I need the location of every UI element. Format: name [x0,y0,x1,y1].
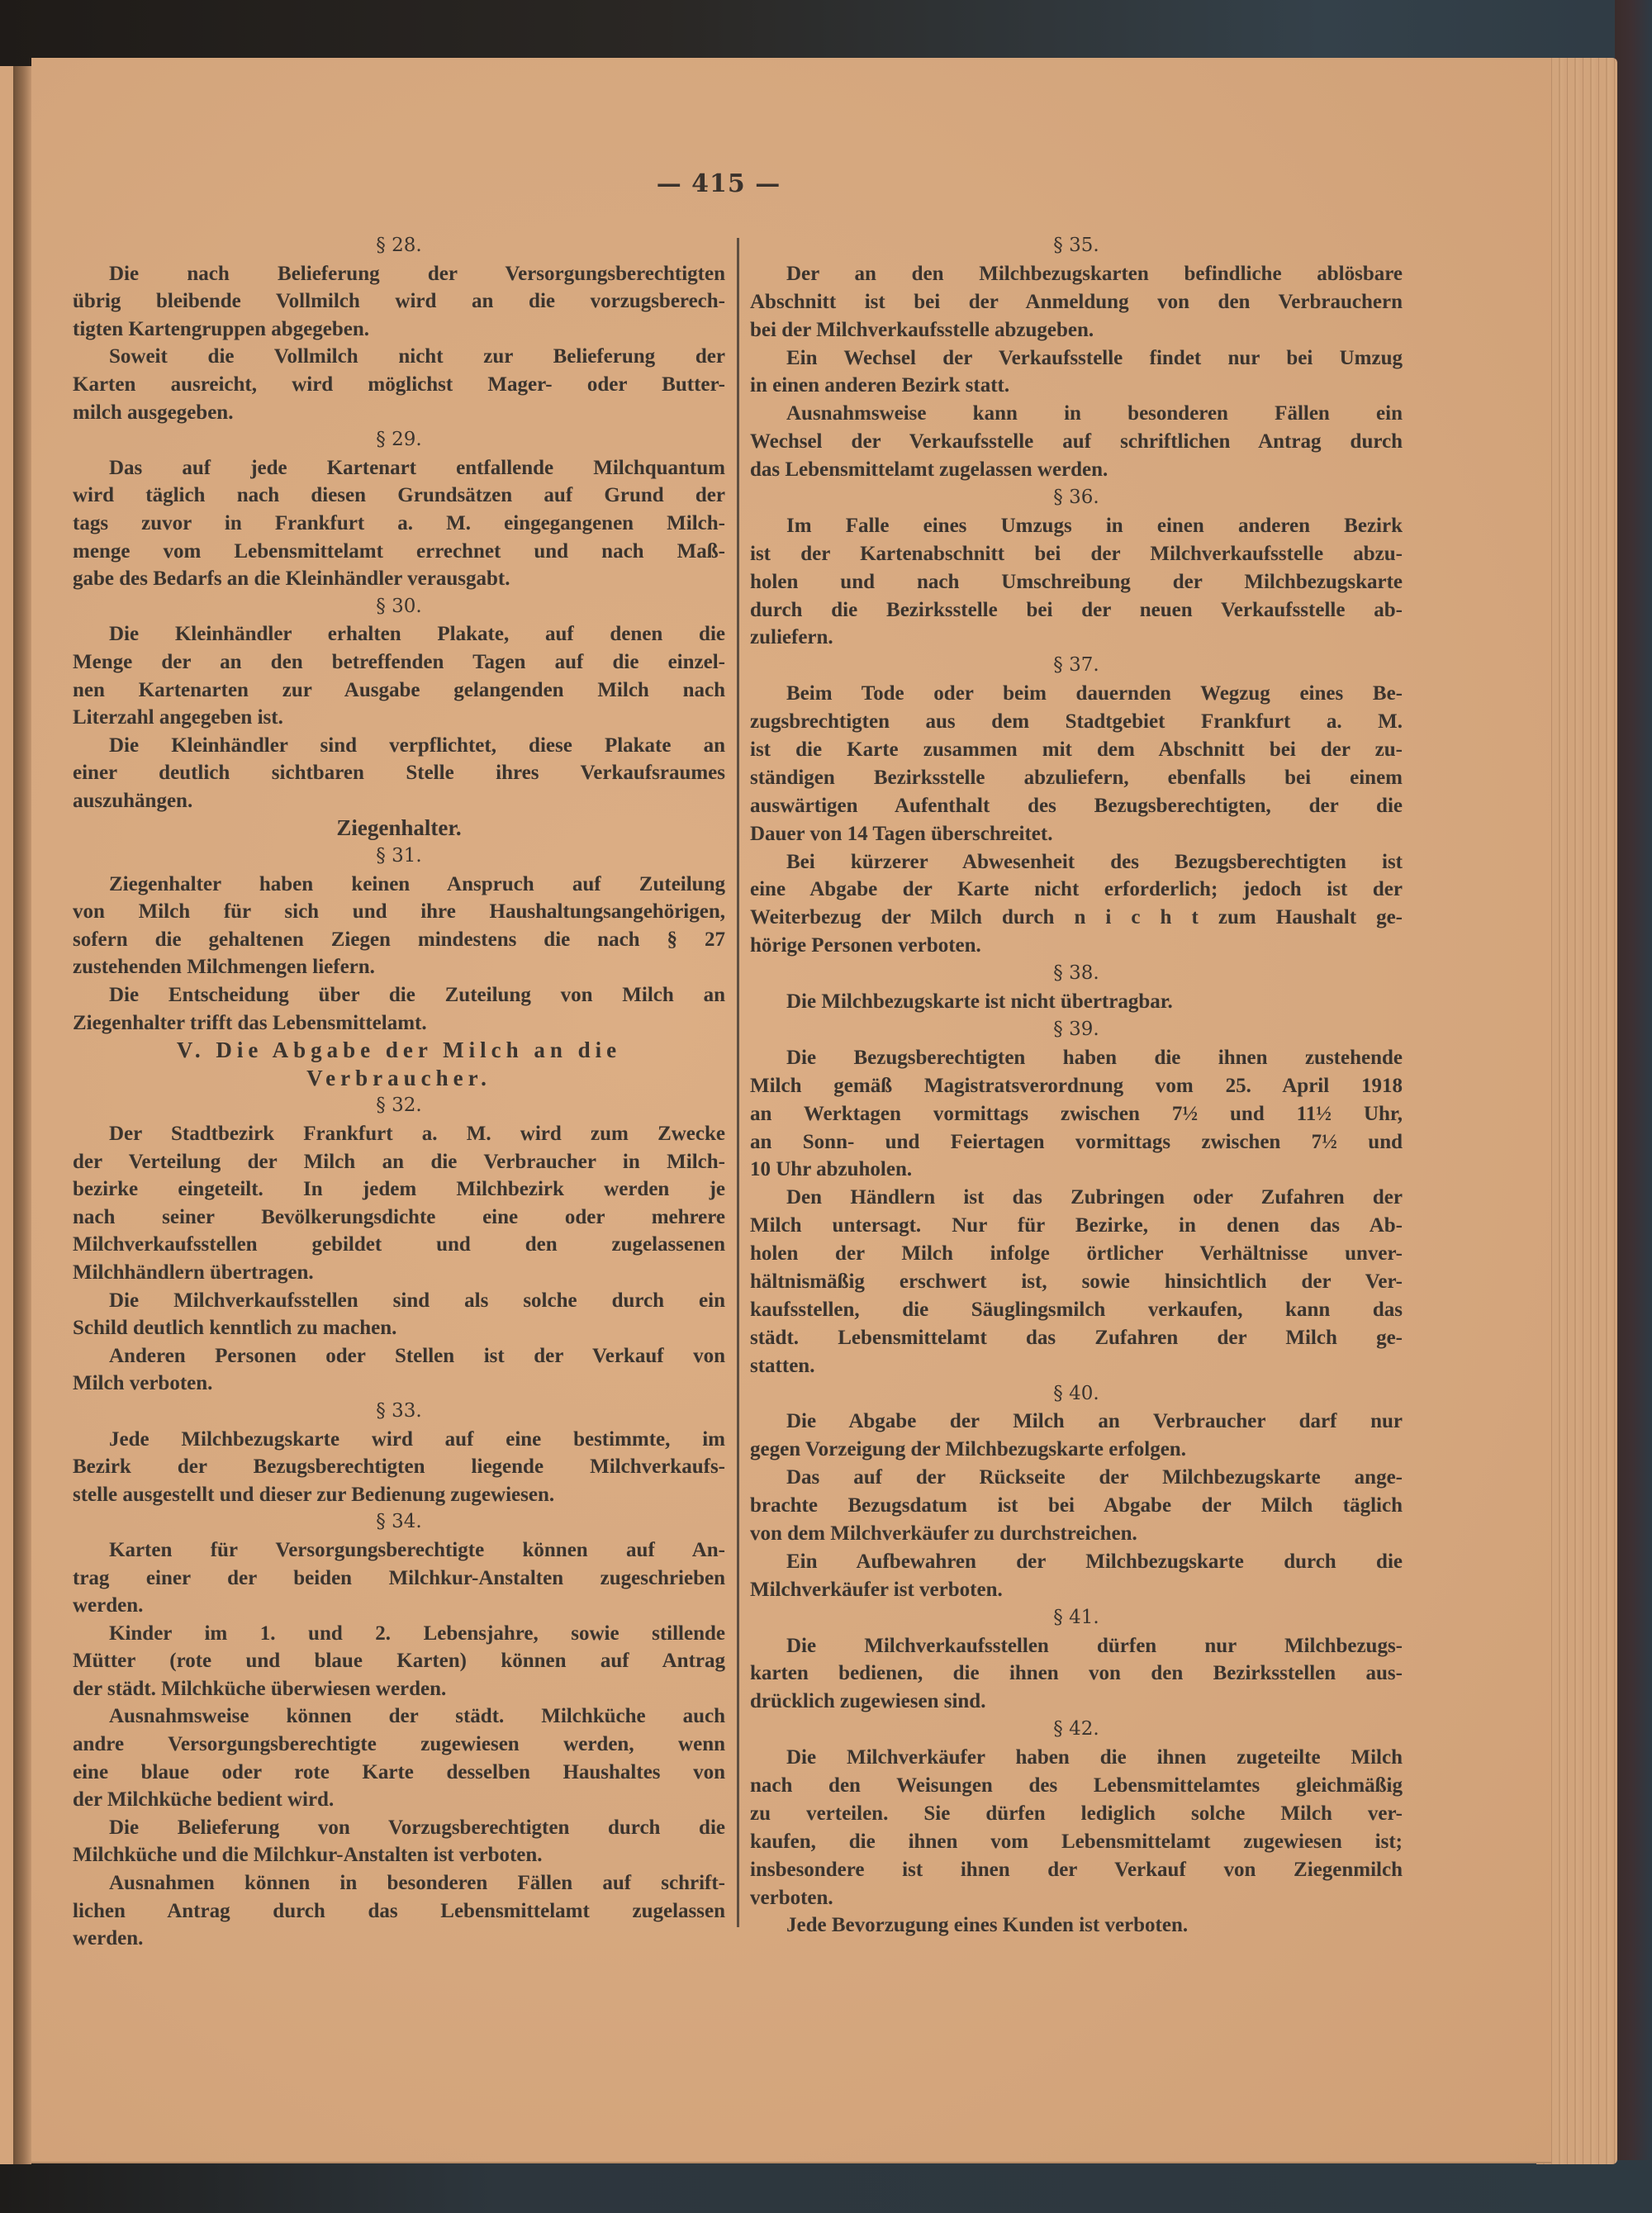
text-line: der Milchküche bedient wird. [73,1788,335,1812]
paragraph [73,620,725,731]
text-line: einer deutlich sichtbaren Stelle ihres Verkaufsraumes [73,762,725,785]
section-number: § 41. [1053,1606,1099,1628]
text-line: statten. [750,1354,815,1377]
text-line: Ziegenhalter trifft das Lebensmittelamt. [73,1011,427,1034]
paragraph [73,1814,725,1869]
paragraph [750,1184,1403,1380]
paragraph [73,1620,725,1703]
paragraph [750,400,1403,484]
section-number: § 28. [376,235,422,256]
paragraph [73,981,725,1037]
text-line: kaufsstellen, die Säuglingsmilch verkaufen, kann das [750,1298,1403,1321]
text-line: werden. [73,1594,144,1617]
section-heading: Ziegenhalter. [336,815,462,841]
text-line: hältnismäßig erschwert ist, sowie hinsichtlich der Ver- [750,1270,1403,1293]
paragraph [73,1120,725,1287]
text-line: menge vom Lebensmittelamt errechnet und nach Maß- [73,539,725,563]
text-line: übrig bleibende Vollmilch wird an die vorzugsberech- [73,290,725,313]
text-line: Bezirk der Bezugsberechtigten liegende Milchverkaufs- [73,1456,725,1479]
text-line: bezirke eingeteilt. In jedem Milchbezirk werden je [73,1178,725,1201]
text-line: insbesondere ist ihnen der Verkauf von Ziegenmilch [750,1858,1403,1881]
paragraph [73,1536,725,1620]
text-line: Menge der an den betreffenden Tagen auf die einzel- [73,650,725,673]
paragraph [73,1342,725,1398]
text-line: nen Kartenarten zur Ausgabe gelangenden Milch nach [73,678,725,701]
text-line: wird täglich nach diesen Grundsätzen auf Grund der [73,484,725,507]
text-line: zugsbrechtigten aus dem Stadtgebiet Frankfurt a. M. [750,710,1403,734]
text-line: trag einer der beiden Milchkur-Anstalten zugeschrieben [73,1566,725,1589]
paragraph [73,260,725,344]
text-line: gabe des Bedarfs an die Kleinhändler verausgabt. [73,567,510,591]
text-line: gegen Vorzeigung der Milchbezugskarte erfolgen. [750,1438,1186,1461]
text-line: der städt. Milchküche überwiesen werden. [73,1677,447,1700]
text-line: Beim Tode oder beim dauernden Wegzug eines Be- [786,682,1403,705]
section-number: § 39. [1053,1018,1099,1040]
text-line: kaufen, die ihnen vom Lebensmittelamt zugewiesen ist; [750,1830,1403,1853]
text-line: sofern die gehaltenen Ziegen mindestens die nach § 27 [73,928,725,951]
text-line: auszuhängen. [73,789,193,812]
paragraph [750,512,1403,652]
text-line: Literzahl angegeben ist. [73,706,283,729]
text-line: ist die Karte zusammen mit dem Abschnitt bei der zu- [750,738,1403,762]
text-line: der Verteilung der Milch an die Verbraucher in Milch- [73,1150,725,1173]
text-line: hörige Personen verboten. [750,934,981,957]
text-line: Jede Milchbezugskarte wird auf eine bestimmte, im [109,1427,725,1451]
text-line: zuliefern. [750,626,833,649]
text-line: das Lebensmittelamt zugelassen werden. [750,458,1108,482]
paragraph [750,1548,1403,1604]
text-line: karten bedienen, die ihnen von den Bezirksstellen aus- [750,1662,1403,1685]
text-line: Milchhändlern übertragen. [73,1261,314,1284]
text-line: verboten. [750,1886,833,1909]
paragraph [750,1464,1403,1548]
text-line: holen der Milch infolge örtlicher Verhältnisse unver- [750,1242,1403,1266]
text-line: Karten ausreicht, wird möglichst Mager- oder Butter- [73,373,725,396]
text-line: Die Entscheidung über die Zuteilung von Milch an [109,984,725,1007]
text-line: nach seiner Bevölkerungsdichte eine oder mehrere [73,1205,725,1228]
section-number: § 40. [1053,1382,1099,1404]
book-cover-right [1615,0,1652,2213]
text-line: an Werktagen vormittags zwischen 7½ und 11½ Uhr, [750,1102,1403,1125]
text-line: eine blaue oder rote Karte desselben Haushaltes von [73,1760,725,1783]
text-line: ständigen Bezirksstelle abzuliefern, ebenfalls bei einem [750,766,1403,789]
text-line: lichen Antrag durch das Lebensmittelamt zugelassen [73,1899,725,1922]
text-line: tags zuvor in Frankfurt a. M. eingegangenen Milch- [73,511,725,534]
text-line: Den Händlern ist das Zubringen oder Zufahren der [786,1186,1403,1209]
section-number: § 29. [376,429,422,451]
text-line: Kinder im 1. und 2. Lebensjahre, sowie stillende [109,1622,725,1645]
book-cover-top [0,0,1652,66]
text-line: Die Kleinhändler sind verpflichtet, diese Plakate an [109,734,725,757]
text-line: Abschnitt ist bei der Anmeldung von den Verbrauchern [750,290,1403,313]
text-line: durch die Bezirksstelle bei der neuen Verkaufsstelle ab- [750,598,1403,621]
chapter-heading: V. Die Abgabe der Milch an die [176,1038,622,1063]
text-line: ist der Kartenabschnitt bei der Milchverkaufsstelle abzu- [750,542,1403,565]
text-line: Anderen Personen oder Stellen ist der Verkauf von [109,1344,725,1367]
text-line: nach den Weisungen des Lebensmittelamtes gleichmäßig [750,1774,1403,1797]
text-line: Ausnahmen können in besonderen Fällen auf schrift- [109,1872,725,1895]
text-line: Ausnahmsweise können der städt. Milchküche auch [109,1705,725,1728]
paragraph [73,1869,725,1953]
text-line: Ziegenhalter haben keinen Anspruch auf Zuteilung [109,872,725,895]
right-column [750,232,1403,1940]
text-line: tigten Kartengruppen abgegeben. [73,317,370,340]
text-line: Ausnahmsweise kann in besonderen Fällen ein [786,402,1403,425]
paragraph [73,343,725,426]
paragraph [73,1426,725,1509]
column-divider [737,238,739,1927]
text-line: milch ausgegeben. [73,401,234,424]
paragraph [750,1744,1403,1911]
section-number: § 42. [1053,1718,1099,1740]
book-cover-bottom [0,2160,1652,2213]
section-number: § 38. [1053,962,1099,985]
text-line: Mütter (rote und blaue Karten) können auf Antrag [73,1650,725,1673]
text-line: Die Abgabe der Milch an Verbraucher darf nur [786,1410,1403,1433]
text-line: stelle ausgestellt und dieser zur Bedienung zugewiesen. [73,1483,555,1506]
text-line: bei der Milchverkaufsstelle abzugeben. [750,318,1094,341]
text-line: von Milch für sich und ihre Haushaltungsangehörigen, [73,900,725,924]
text-line: Dauer von 14 Tagen überschreitet. [750,822,1053,845]
text-line: Wechsel der Verkaufsstelle auf schriftlichen Antrag durch [750,430,1403,454]
paragraph [750,344,1403,401]
text-line: eine Abgabe der Karte nicht erforderlich; jedoch ist der [750,878,1403,901]
section-number: § 36. [1053,487,1099,509]
text-line: Ein Wechsel der Verkaufsstelle findet nur bei Umzug [786,346,1403,369]
text-line: Jede Bevorzugung eines Kunden ist verboten. [786,1914,1189,1937]
paragraph [750,848,1403,961]
paragraph [73,732,725,815]
text-line: holen und nach Umschreibung der Milchbezugskarte [750,570,1403,593]
text-line: Die Bezugsberechtigten haben die ihnen zustehende [786,1046,1403,1069]
paragraph [750,1044,1403,1184]
paragraph [750,680,1403,848]
text-line: Die Milchverkaufsstellen dürfen nur Milchbezugs- [786,1634,1403,1657]
section-number: § 34. [376,1511,422,1533]
text-line: in einen anderen Bezirk statt. [750,374,1010,397]
text-line: Milch gemäß Magistratsverordnung vom 25. April 1918 [750,1074,1403,1097]
paragraph [750,1632,1403,1717]
previous-page-edge [0,66,13,2164]
text-line: Das auf der Rückseite der Milchbezugskarte ange- [786,1466,1403,1489]
text-line: zu verteilen. Sie dürfen lediglich solche Milch ver- [750,1802,1403,1825]
text-line: andre Versorgungsberechtigte zugewiesen werden, wenn [73,1733,725,1756]
text-line: Das auf jede Kartenart entfallende Milchquantum [109,456,725,479]
text-line: Die Milchverkäufer haben die ihnen zugeteilte Milch [786,1746,1403,1769]
text-line: Die Belieferung von Vorzugsberechtigten durch die [109,1816,725,1839]
paragraph [750,988,1403,1016]
text-line: Milch untersagt. Nur für Bezirke, in denen das Ab- [750,1214,1403,1237]
paragraph [73,871,725,981]
book-gutter [13,66,31,2164]
text-line: Milch verboten. [73,1372,213,1395]
text-line: Schild deutlich kenntlich zu machen. [73,1317,397,1340]
text-line: Bei kürzerer Abwesenheit des Bezugsberechtigten ist [786,850,1403,873]
section-number: § 37. [1053,654,1099,677]
text-line: Milchverkäufer ist verboten. [750,1578,1003,1601]
text-line: Der Stadtbezirk Frankfurt a. M. wird zum Zwecke [109,1123,725,1145]
text-line: Ein Aufbewahren der Milchbezugskarte durch die [786,1550,1403,1573]
section-number: § 33. [376,1399,422,1422]
section-number: § 31. [376,845,422,867]
section-number: § 30. [376,595,422,617]
left-column [73,232,725,1953]
text-line: an Sonn- und Feiertagen vormittags zwischen 7½ und [750,1130,1403,1153]
text-line: Milchverkaufsstellen gebildet und den zugelassenen [73,1233,725,1256]
paragraph [73,1702,725,1813]
section-number: § 35. [1053,235,1099,256]
page-number: — 415 — [656,169,781,198]
paragraph [750,260,1403,344]
text-line: Milchküche und die Milchkur-Anstalten ist verboten. [73,1844,543,1867]
text-line: Die Kleinhändler erhalten Plakate, auf denen die [109,623,725,646]
text-line: drücklich zugewiesen sind. [750,1690,986,1713]
text-line: von dem Milchverkäufer zu durchstreichen. [750,1522,1137,1545]
section-number: § 32. [376,1095,422,1117]
text-line: Die Milchverkaufsstellen sind als solche durch ein [109,1289,725,1312]
text-line: zustehenden Milchmengen liefern. [73,956,375,979]
text-line: Weiterbezug der Milch durch n i c h t zum Haushalt ge- [750,906,1403,929]
text-line: Die nach Belieferung der Versorgungsberechtigten [109,262,725,285]
text-line: brachte Bezugsdatum ist bei Abgabe der Milch täglich [750,1494,1403,1517]
chapter-heading: Verbraucher. [306,1065,491,1090]
text-line: auswärtigen Aufenthalt des Bezugsberechtigten, der die [750,794,1403,817]
text-line: Karten für Versorgungsberechtigte können auf An- [109,1538,725,1561]
paragraph [750,1911,1403,1940]
text-line: städt. Lebensmittelamt das Zufahren der Milch ge- [750,1326,1403,1349]
text-line: Soweit die Vollmilch nicht zur Belieferung der [109,345,725,368]
paragraph [73,454,725,593]
text-line: Der an den Milchbezugskarten befindliche ablösbare [786,262,1403,285]
paragraph [750,1408,1403,1464]
text-line: Im Falle eines Umzugs in einen anderen Bezirk [786,514,1403,537]
text-line: 10 Uhr abzuholen. [750,1158,913,1181]
paragraph [73,1287,725,1342]
text-line: Die Milchbezugskarte ist nicht übertragbar. [786,990,1173,1014]
text-line: werden. [73,1927,144,1950]
